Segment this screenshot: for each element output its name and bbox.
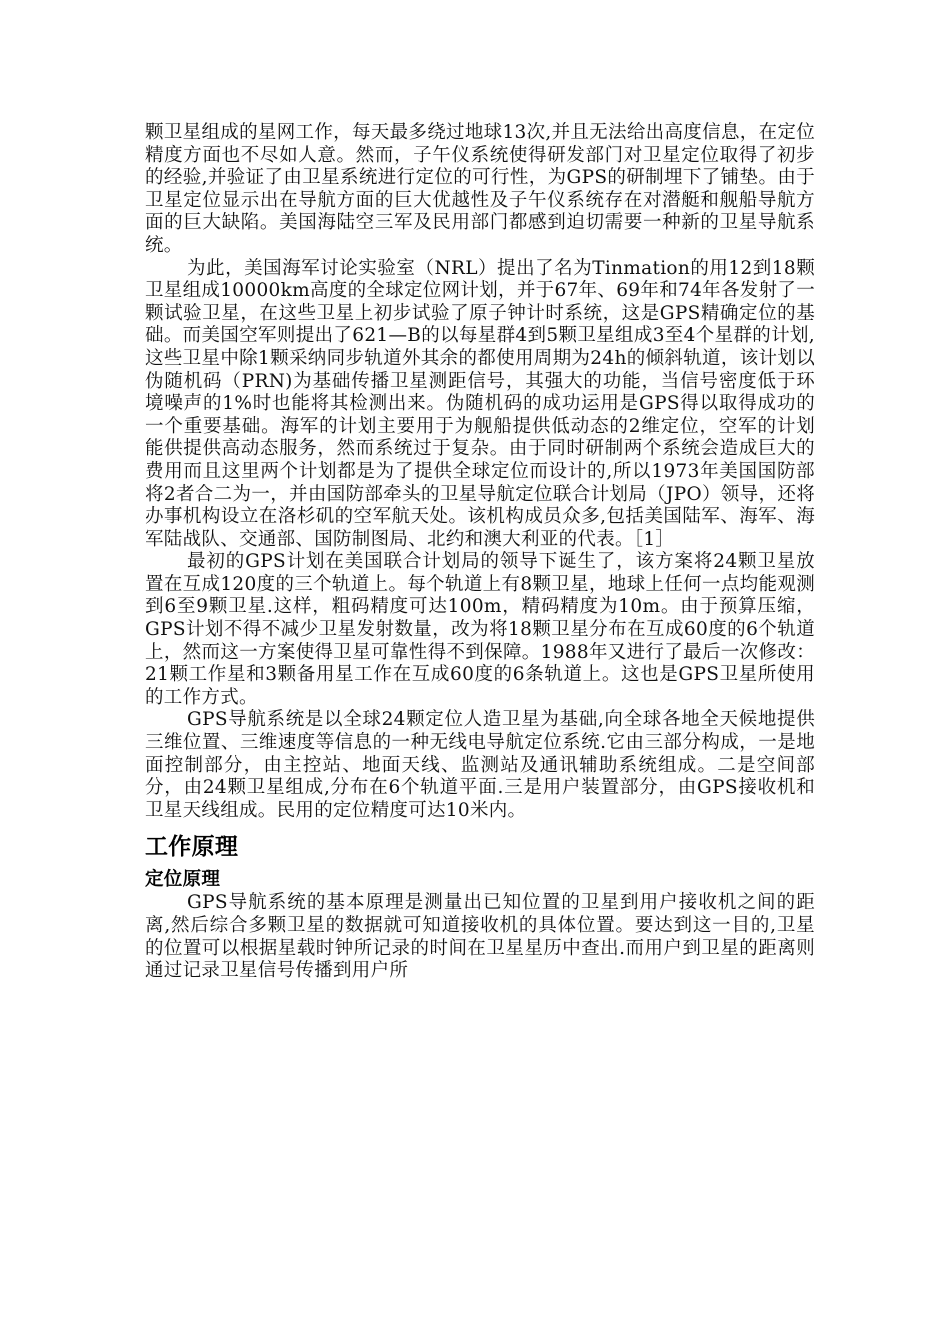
paragraph-positioning-principle: GPS导航系统的基本原理是测量出已知位置的卫星到用户接收机之间的距离,然后综合多颗卫星的数据就可知道接收机的具体位置。要达到这一目的,卫星的位置可以根据星载时钟所记录的时间在卫星星历中查出.而用户到卫星的距离则通过记录卫星信号传播到用户所 (145, 892, 815, 982)
paragraph-system-components: GPS导航系统是以全球24颗定位人造卫星为基础,向全球各地全天候地提供三维位置、三维速度等信息的一种无线电导航定位系统.它由三部分构成，一是地面控制部分，由主控站、地面天线、监测站及通讯辅助系统组成。二是空间部分，由24颗卫星组成,分布在6个轨道平面.三是用户装置部分，由GPS接收机和卫星天线组成。民用的定位精度可达10米内。 (145, 709, 815, 821)
paragraph-meridian-limitations: 颗卫星组成的星网工作，每天最多绕过地球13次,并且无法给出高度信息，在定位精度方面也不尽如人意。然而，子午仪系统使得研发部门对卫星定位取得了初步的经验,并验证了由卫星系统进行定位的可行性，为GPS的研制埋下了铺垫。由于卫星定位显示出在导航方面的巨大优越性及子午仪系统存在对潜艇和舰船导航方面的巨大缺陷。美国海陆空三军及民用部门都感到迫切需要一种新的卫星导航系统。 (145, 122, 815, 256)
paragraph-early-programs: 为此，美国海军讨论实验室（NRL）提出了名为Tinmation的用12到18颗卫星组成10000km高度的全球定位网计划，并于67年、69年和74年各发射了一颗试验卫星，在这些卫星上初步试验了原子钟计时系统，这是GPS精确定位的基础。而美国空军则提出了621—B的以每星群4到5颗卫星组成3至4个星群的计划,这些卫星中除1颗采纳同步轨道外其余的都使用周期为24h的倾斜轨道，该计划以伪随机码（PRN)为基础传播卫星测距信号，其强大的功能，当信号密度低于环境噪声的1%时也能将其检测出来。伪随机码的成功运用是GPS得以取得成功的一个重要基础。海军的计划主要用于为舰船提供低动态的2维定位，空军的计划能供提供高动态服务，然而系统过于复杂。由于同时研制两个系统会造成巨大的费用而且这里两个计划都是为了提供全球定位而设计的,所以1973年美国国防部将2者合二为一，并由国防部牵头的卫星导航定位联合计划局（JPO）领导，还将办事机构设立在洛杉矶的空军航天处。该机构成员众多,包括美国陆军、海军、海军陆战队、交通部、国防制图局、北约和澳大利亚的代表。［1］ (145, 257, 815, 550)
document-page (145, 122, 815, 983)
section-heading: 工作原理 (145, 834, 239, 861)
paragraph-constellation-plan: 最初的GPS计划在美国联合计划局的领导下诞生了，该方案将24颗卫星放置在互成120度的三个轨道上。每个轨道上有8颗卫星，地球上任何一点均能观测到6至9颗卫星.这样，粗码精度可达100m，精码精度为10m。由于预算压缩，GPS计划不得不减少卫星发射数量，改为将18颗卫星分布在互成60度的6个轨道上，然而这一方案使得卫星可靠性得不到保障。1988年又进行了最后一次修改：21颗工作星和3颗备用星工作在互成60度的6条轨道上。这也是GPS卫星所使用的工作方式。 (145, 551, 815, 708)
subsection-heading: 定位原理 (145, 869, 221, 891)
